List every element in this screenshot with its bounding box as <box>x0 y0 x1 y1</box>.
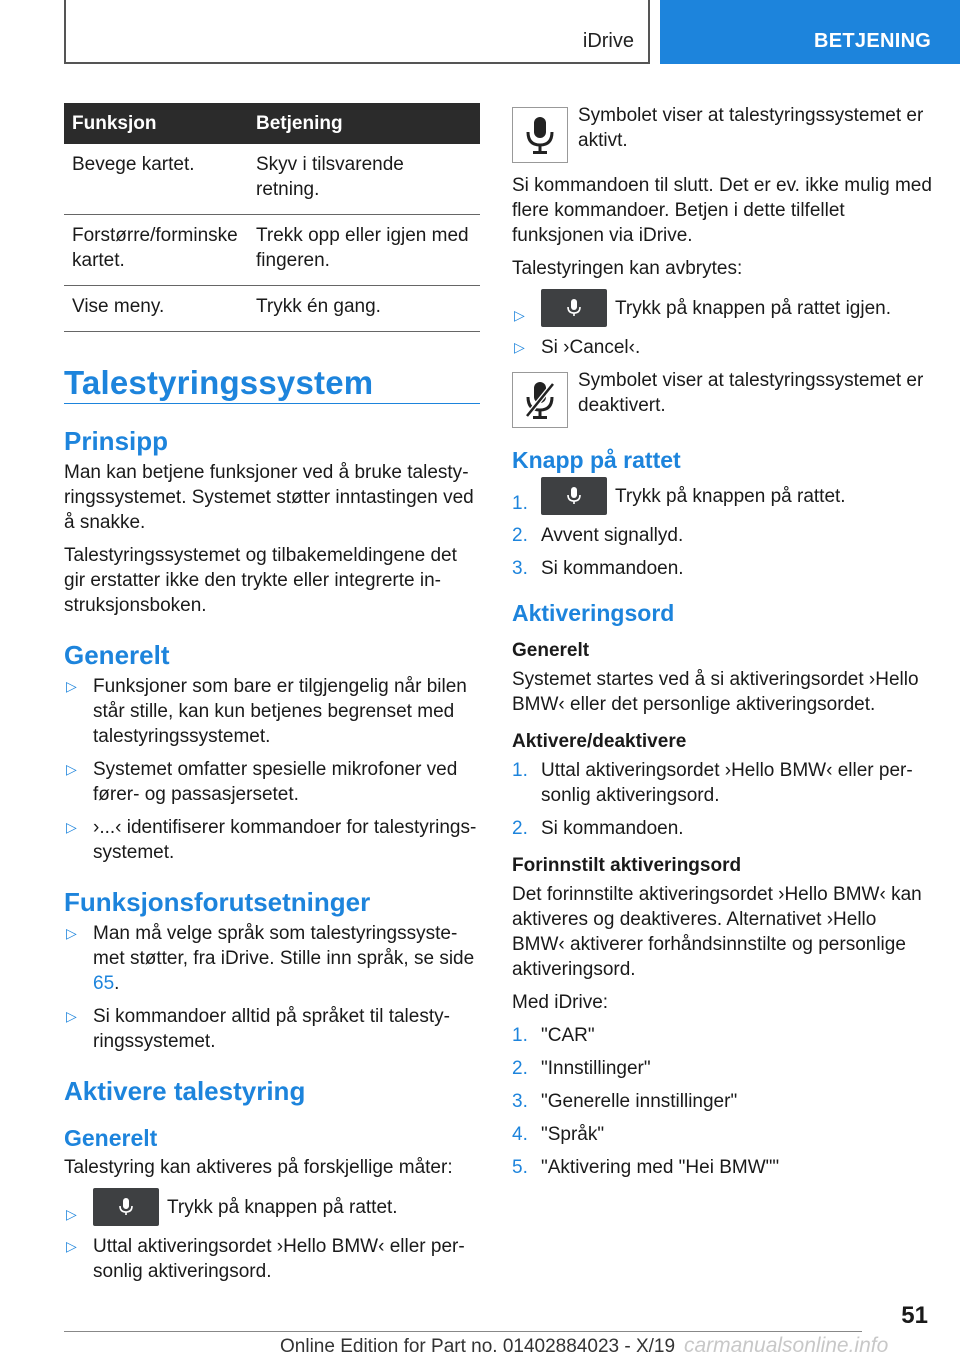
step-number: 1. <box>512 1025 528 1046</box>
right-column <box>512 103 932 1188</box>
triangle-bullet-icon: ▷ <box>66 1008 77 1024</box>
numbered-list <box>512 477 932 581</box>
paragraph: Systemet startes ved å si aktiveringsordet ›Hello BMW‹ eller det personlige aktiveringsordet. <box>512 669 919 715</box>
bullet-list <box>512 289 932 360</box>
bullet-list <box>64 921 480 1054</box>
list-item: ▷ Trykk på knappen på rattet igjen. <box>512 289 932 327</box>
triangle-bullet-icon: ▷ <box>66 925 77 941</box>
step-number: 1. <box>512 493 528 514</box>
list-item: 2. Avvent signallyd. <box>512 525 684 546</box>
list-item: 1. Uttal aktiveringsordet ›Hello BMW‹ eller personlig aktiveringsord. <box>512 760 913 806</box>
footer-edition: Online Edition for Part no. 01402884023 - X/19 <box>280 1336 676 1357</box>
heading-aktiveringsord: Aktiveringsord <box>512 600 675 626</box>
subheading-forinnstilt: Forinnstilt aktiveringsord <box>512 855 742 876</box>
list-item: 2. Si kommandoen. <box>512 818 684 839</box>
heading-generelt: Generelt <box>64 640 170 670</box>
list-item: 5. "Aktivering med "Hei BMW"" <box>512 1157 780 1178</box>
watermark: carmanualsonline.info <box>684 1334 889 1357</box>
paragraph: Man kan betjene funksjoner ved å bruke talestyringssystemet. Systemet støtter inntastingen ved å snakke. <box>64 462 474 533</box>
table-row <box>64 215 480 286</box>
paragraph: Det forinnstilte aktiveringsordet ›Hello BMW‹ kan aktiveres og deaktiveres. Alternativet ›Hello BMW‹ aktiverer forhåndsinnstilte og personlige aktiveringsord. <box>512 884 922 980</box>
table-header: Funksjon <box>64 103 248 144</box>
step-number: 2. <box>512 525 528 546</box>
paragraph: Med iDrive: <box>512 992 609 1013</box>
list-item: ▷ Man må velge språk som talestyringssystemet støtter, fra iDrive. Stille inn språk, se side 65. <box>66 923 475 994</box>
subheading-generelt: Generelt <box>64 1125 158 1151</box>
paragraph: Talestyring kan aktiveres på forskjellige måter: <box>64 1157 453 1178</box>
symbol-row <box>512 103 932 163</box>
list-item: 3. "Generelle innstillinger" <box>512 1091 738 1112</box>
subheading-generelt: Generelt <box>512 640 590 661</box>
triangle-bullet-icon: ▷ <box>514 339 525 355</box>
list-item: 4. "Språk" <box>512 1124 605 1145</box>
heading-funksjonsforutsetninger: Funksjonsforutsetninger <box>64 887 371 917</box>
list-item: 1. Trykk på knappen på rattet. <box>512 477 932 515</box>
voice-inactive-icon <box>512 372 568 428</box>
bullet-list <box>64 1188 480 1284</box>
triangle-bullet-icon: ▷ <box>66 819 77 835</box>
symbol-row <box>512 368 932 428</box>
list-item: ▷ Si ›Cancel‹. <box>514 337 641 358</box>
voice-active-icon <box>512 107 568 163</box>
step-number: 2. <box>512 1058 528 1079</box>
page-link[interactable]: 65 <box>93 973 115 994</box>
step-number: 3. <box>512 1091 528 1112</box>
list-item: 3. Si kommandoen. <box>512 558 684 579</box>
triangle-bullet-icon: ▷ <box>66 761 77 777</box>
heading-aktivere-talestyring: Aktivere talestyring <box>64 1076 306 1106</box>
triangle-bullet-icon: ▷ <box>66 678 77 694</box>
table-header-row <box>64 103 480 144</box>
list-item: 2. "Innstillinger" <box>512 1058 651 1079</box>
step-number: 5. <box>512 1157 528 1178</box>
symbol-description: Symbolet viser at talestyringssystemet er aktivt. <box>578 105 924 151</box>
left-column <box>64 103 480 1292</box>
header-chapter-tab: BETJENING <box>660 0 960 64</box>
symbol-description: Symbolet viser at talestyringssystemet er deaktivert. <box>578 370 924 416</box>
steering-wheel-voice-button-icon <box>93 1188 159 1226</box>
list-item: ▷ Uttal aktiveringsordet ›Hello BMW‹ eller personlig aktiveringsord. <box>66 1236 465 1282</box>
step-number: 4. <box>512 1124 528 1145</box>
list-item: ▷ Systemet omfatter spesielle mikrofoner ved fører- og passasjersetet. <box>66 759 458 805</box>
list-item: ▷ Funksjoner som bare er tilgjengelig når bilen står stille, kan kun betjenes begrenset med talestyringssystemet. <box>66 676 467 747</box>
table-cell: Trekk opp eller igjen med fingeren. <box>248 215 480 286</box>
function-table <box>64 103 480 332</box>
numbered-list <box>512 1023 932 1180</box>
table-cell: Bevege kartet. <box>64 144 248 215</box>
triangle-bullet-icon: ▷ <box>66 1238 77 1254</box>
step-number: 2. <box>512 818 528 839</box>
paragraph: Si kommandoen til slutt. Det er ev. ikke mulig med flere kommandoer. Betjen i dette tilfellet funksjonen via iDrive. <box>512 175 932 246</box>
heading-knapp-pa-rattet: Knapp på rattet <box>512 447 681 473</box>
list-item: ▷ Trykk på knappen på rattet. <box>64 1188 480 1226</box>
subheading-aktivere-deaktivere: Aktivere/deaktivere <box>512 731 687 752</box>
footer-divider <box>64 1331 862 1332</box>
table-cell: Skyv i tilsvarende retning. <box>248 144 480 215</box>
page-number: 51 <box>901 1302 928 1329</box>
steering-wheel-voice-button-icon <box>541 289 607 327</box>
triangle-bullet-icon: ▷ <box>514 307 525 323</box>
header-section: iDrive <box>582 30 634 52</box>
heading-prinsipp: Prinsipp <box>64 426 169 456</box>
table-cell: Trykk én gang. <box>248 286 480 332</box>
steering-wheel-voice-button-icon <box>541 477 607 515</box>
header-frame <box>64 0 650 64</box>
paragraph: Talestyringen kan avbrytes: <box>512 258 743 279</box>
table-cell: Vise meny. <box>64 286 248 332</box>
paragraph: Talestyringssystemet og tilbakemeldingene det gir erstatter ikke den trykte eller integrerte instruksjonsboken. <box>64 545 457 616</box>
section-title: Talestyringssystem <box>64 370 480 404</box>
table-header: Betjening <box>248 103 480 144</box>
table-row <box>64 144 480 215</box>
list-item: ▷ Si kommandoer alltid på språket til talestyringssystemet. <box>66 1006 450 1052</box>
step-number: 3. <box>512 558 528 579</box>
numbered-list <box>512 758 932 841</box>
step-number: 1. <box>512 760 528 781</box>
table-row <box>64 286 480 332</box>
bullet-list <box>64 674 480 865</box>
list-item: ▷ ›...‹ identifiserer kommandoer for talestyringssystemet. <box>66 817 477 863</box>
triangle-bullet-icon: ▷ <box>66 1206 77 1222</box>
table-cell: Forstørre/forminske kartet. <box>64 215 248 286</box>
list-item: 1. "CAR" <box>512 1025 595 1046</box>
